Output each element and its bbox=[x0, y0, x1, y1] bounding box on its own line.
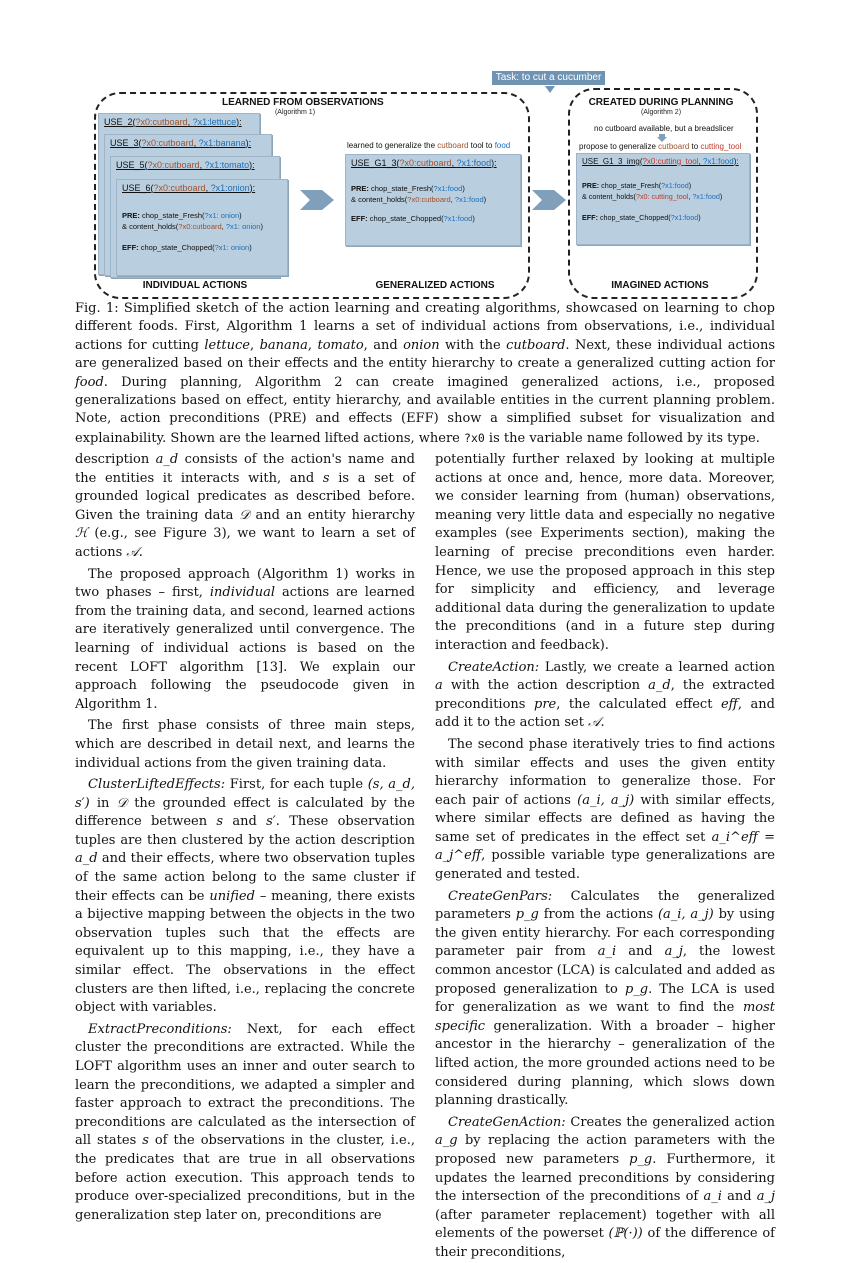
planning-note-1: no cutboard available, but a breadslicer bbox=[594, 124, 734, 133]
card-pre: PRE: chop_state_Fresh(?x1: onion) & content_holds(?x0:cutboard, ?x1: onion) bbox=[122, 211, 263, 231]
card-pre: PRE: chop_state_Fresh(?x1:food) & content_holds(?x0:cutboard, ?x1:food) bbox=[351, 184, 487, 204]
panel-planning-subtitle: (Algorithm 2) bbox=[640, 109, 682, 116]
planning-note-2: propose to generalize cutboard to cutting_tool bbox=[579, 142, 742, 151]
paragraph: potentially further relaxed by looking at multiple actions at once and, hence, more data. Moreover, we consider learning from (human) observations, meaning very little data and especially no negative examples (see Experiments section), making the learning of precise preconditions even harder. Hence, we use the proposed approach in this step for simplicity and efficiency, and leverage additional data during the generalization to update the preconditions (and in a future step during interaction and feedback). bbox=[435, 452, 775, 653]
right-column bbox=[435, 451, 775, 1263]
arrow-right-icon bbox=[300, 190, 334, 210]
panel-planning-caption: IMAGINED ACTIONS bbox=[611, 280, 709, 291]
paragraph: CreateGenPars: Calculates the generalized parameters p_g from the actions (a_i, a_j) by using the given entity hierarchy. For each corresponding parameter pair from a_i and a_j, the lowest common ancestor (LCA) is calculated and added as proposed generalization to p_g. The LCA is used for generalization as we want to find the most specific generalization. With a broader – higher ancestor in the hierarchy – generalization of the lifted action, the more grounded actions need to be considered during planning, which slows down planning drastically. bbox=[435, 888, 775, 1109]
card-head: USE_G1_3_img(?x0:cutting_tool, ?x1:food): bbox=[582, 157, 739, 166]
paragraph: The proposed approach (Algorithm 1) works in two phases – first, individual actions are learned from the training data, and second, learned actions are iteratively generalized until convergence. The learning of individual actions is based on the recent LOFT algorithm [13]. We explain our approach following the pseudocode given in Algorithm 1. bbox=[75, 566, 415, 712]
generalized-action-card bbox=[345, 154, 521, 246]
panel-generalized-caption: GENERALIZED ACTIONS bbox=[375, 280, 495, 291]
imagined-action-card bbox=[576, 153, 750, 245]
task-label: Task: to cut a cucumber bbox=[492, 71, 605, 85]
paragraph: The second phase iteratively tries to find actions with similar effects and uses the given entity hierarchy information to generalize those. For each pair of actions (a_i, a_j) with similar effects, where similar effects are defined as having the same set of predicates in the effect set a_i^eff = a_j^eff, possible variable type generalizations are generated and tested. bbox=[435, 736, 776, 883]
generalize-note: learned to generalize the cutboard tool to food bbox=[347, 141, 511, 150]
task-arrow-icon bbox=[545, 86, 555, 93]
figure-1 bbox=[0, 0, 850, 300]
card-head: USE_6(?x0:cutboard, ?x1:onion): bbox=[122, 183, 256, 193]
paragraph: CreateAction: Lastly, we create a learned action a with the action description a_d, the extracted preconditions pre, the calculated effect eff, and add it to the action set 𝒜. bbox=[435, 659, 775, 731]
card-head: USE_2(?x0:cutboard, ?x1:lettuce): bbox=[104, 117, 242, 127]
paragraph: ClusterLiftedEffects: First, for each tuple (s, a_d, s′) in 𝒟 the grounded effect is calculated by the difference between s and s′. These observation tuples are then clustered by the action description a_d and their effects, where two observation tuples of the same action belong to the same cluster if their effects can be unified – meaning, there exists a bijective mapping between the objects in the two observation tuples such that the effects are equivalent up to this mapping, i.e., they have a similar effect. The observations in the effect clusters are then lifted, i.e., replacing the concrete object with variables. bbox=[75, 777, 416, 1016]
card-pre: PRE: chop_state_Fresh(?x1:food) & content_holds(?x0: cutting_tool, ?x1:food) bbox=[582, 181, 723, 201]
card-head: USE_5(?x0:cutboard, ?x1:tomato): bbox=[116, 160, 255, 170]
card-head: USE_G1_3(?x0:cutboard, ?x1:food): bbox=[351, 158, 497, 168]
figure-caption: Fig. 1: Simplified sketch of the action learning and creating algorithms, showcased on learning to chop different foods. First, Algorithm 1 learns a set of individual actions from observations, i.e., individual actions for cutting lettuce, banana, tomato, and onion with the cutboard. Next, these individual actions are generalized based on their effects and the entity hierarchy to create a generalized cutting action for food. During planning, Algorithm 2 can create imagined generalized actions, i.e., proposed generalizations based on effect, entity hierarchy, and available entities in the current planning problem. Note, action preconditions (PRE) and effects (EFF) show a simplified subset for visualization and explainability. Shown are the learned lifted actions, where ?x0 is the variable name followed by its type. bbox=[75, 301, 776, 446]
card-eff: EFF: chop_state_Chopped(?x1: onion) bbox=[122, 243, 252, 252]
arrow-right-icon bbox=[532, 190, 566, 210]
card-eff: EFF: chop_state_Chopped(?x1:food) bbox=[351, 214, 475, 223]
panel-learned-title: LEARNED FROM OBSERVATIONS bbox=[222, 97, 384, 108]
arrow-down-icon bbox=[657, 134, 667, 142]
paragraph: The first phase consists of three main steps, which are described in detail next, and learns the individual actions from the given training data. bbox=[75, 718, 415, 771]
action-card-use6 bbox=[116, 179, 288, 276]
card-eff: EFF: chop_state_Chopped(?x1:food) bbox=[582, 213, 701, 222]
left-column bbox=[75, 451, 415, 1225]
paragraph: CreateGenAction: Creates the generalized action a_g by replacing the action parameters with the proposed new parameters p_g. Furthermore, it updates the learned preconditions by considering the intersection of the preconditions of a_i and a_j (after parameter replacement) together with all elements of the powerset (ℙ(·)) of the difference of their preconditions, bbox=[435, 1114, 775, 1260]
card-head: USE_3(?x0:cutboard, ?x1:banana): bbox=[110, 138, 252, 148]
paragraph: description a_d consists of the action's name and the entities it interacts with, and s is a set of grounded logical predicates as described before. Given the training data 𝒟 and an entity hierarchy ℋ (e.g., see Figure 3), we want to learn a set of actions 𝒜. bbox=[75, 452, 416, 560]
panel-planning-title: CREATED DURING PLANNING bbox=[588, 97, 734, 108]
panel-learned-subtitle: (Algorithm 1) bbox=[274, 109, 316, 116]
paragraph: ExtractPreconditions: Next, for each effect cluster the preconditions are extracted. While the LOFT algorithm uses an inner and outer search to learn the preconditions, we adapted a simpler and faster approach to extract the preconditions. The preconditions are calculated as the intersection of all states s of the observations in the cluster, i.e., the predicates that are true in all observations before action execution. This approach tends to produce over-specialized preconditions, but in the generalization step later on, preconditions are bbox=[75, 1021, 415, 1223]
panel-learned-caption: INDIVIDUAL ACTIONS bbox=[142, 280, 248, 291]
